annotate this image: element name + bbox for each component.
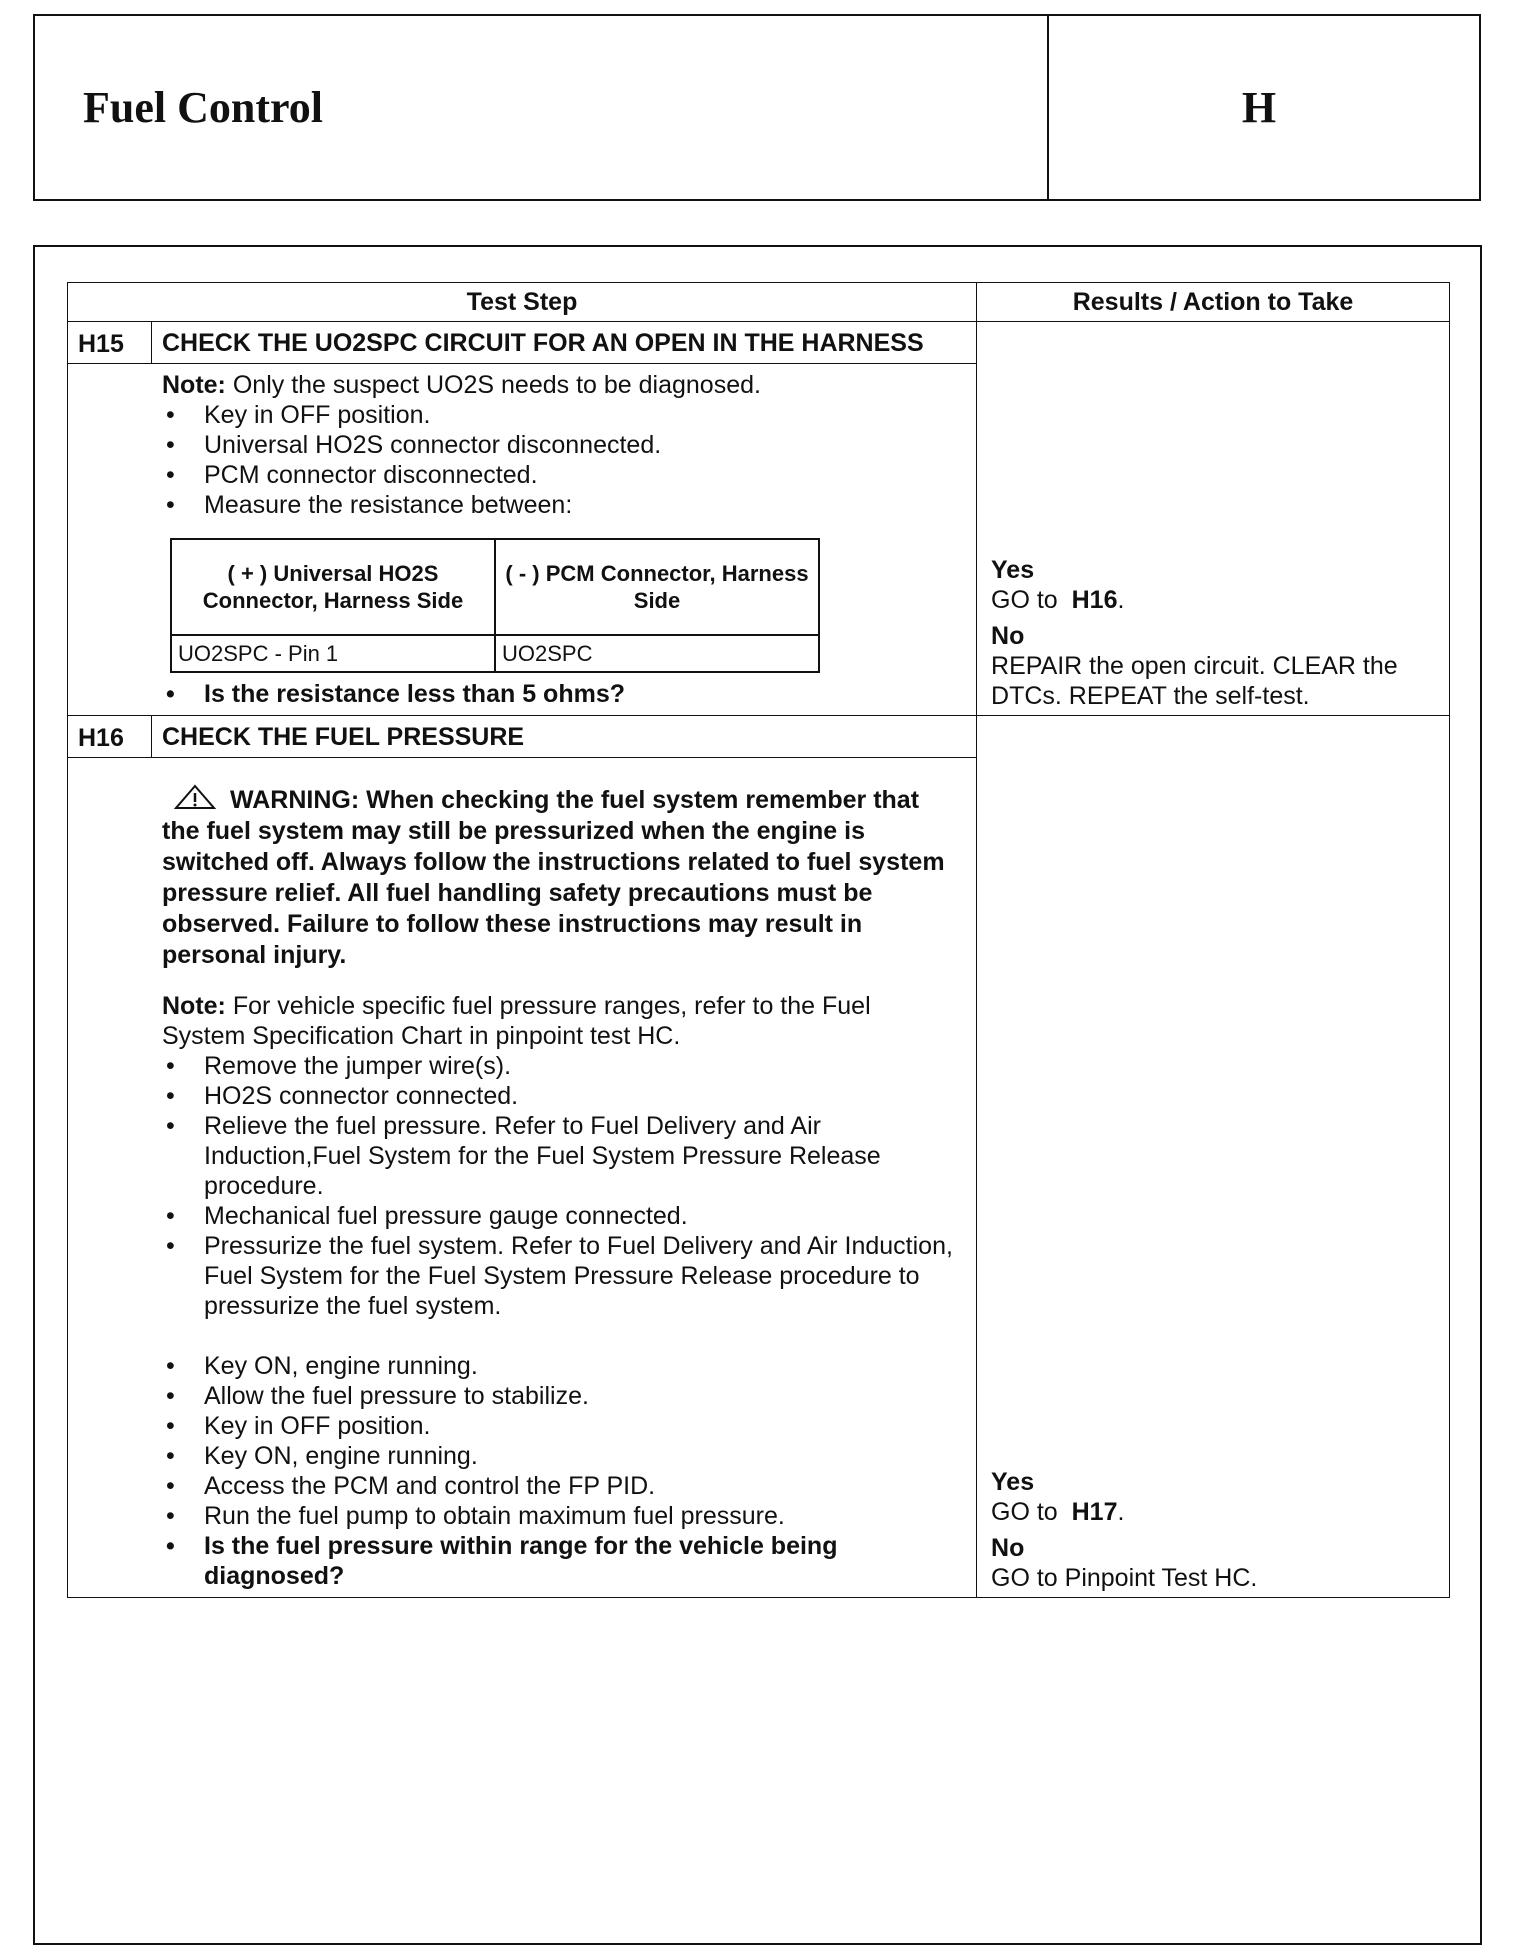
list-item: • Measure the resistance between: xyxy=(162,490,958,520)
step-id-h15: H15 xyxy=(68,322,152,364)
measure-col1-value: UO2SPC - Pin 1 xyxy=(171,635,495,672)
no-label-h16: No xyxy=(991,1534,1025,1562)
warning-block xyxy=(162,784,958,971)
page-title: Fuel Control xyxy=(83,83,323,132)
column-header-results: Results / Action to Take xyxy=(977,283,1450,322)
note-h15 xyxy=(162,370,958,400)
list-item: • Pressurize the fuel system. Refer to Fuel Delivery and Air Induction, Fuel System for the Fuel System Pressure Release procedure to pressurize the fuel system. xyxy=(162,1231,958,1321)
results-h16: Yes GO to H17. No GO to Pinpoint Test HC. xyxy=(991,1467,1439,1593)
note-h16 xyxy=(162,991,958,1051)
results-cell-h15 xyxy=(977,322,1450,716)
list-item: • Allow the fuel pressure to stabilize. xyxy=(162,1381,958,1411)
warning-triangle-icon xyxy=(174,784,216,810)
question-h15: • Is the resistance less than 5 ohms? xyxy=(162,679,958,709)
list-item: • Universal HO2S connector disconnected. xyxy=(162,430,958,460)
list-item: • Key ON, engine running. xyxy=(162,1351,958,1381)
results-cell-h16 xyxy=(977,716,1450,1598)
list-item: • Remove the jumper wire(s). xyxy=(162,1051,958,1081)
yes-target-h15: H16 xyxy=(1071,586,1118,614)
list-item: • Run the fuel pump to obtain maximum fuel pressure. xyxy=(162,1501,958,1531)
no-action-h16: GO to Pinpoint Test HC. xyxy=(991,1564,1258,1592)
bullet-list-h16-a xyxy=(162,1051,958,1321)
bullet-list-h16-b xyxy=(162,1351,958,1591)
header-title-cell xyxy=(35,16,1049,199)
list-item: • Mechanical fuel pressure gauge connected. xyxy=(162,1201,958,1231)
table-header-row xyxy=(68,283,1450,322)
step-title-h15: CHECK THE UO2SPC CIRCUIT FOR AN OPEN IN THE HARNESS xyxy=(152,322,977,364)
yes-action-h15: GO to xyxy=(991,586,1058,614)
measure-col2-value: UO2SPC xyxy=(495,635,819,672)
yes-label-h16: Yes xyxy=(991,1468,1035,1496)
note-label-h15: Note: xyxy=(162,371,226,399)
list-item: • PCM connector disconnected. xyxy=(162,460,958,490)
list-item: • Key ON, engine running. xyxy=(162,1441,958,1471)
question-h16: • Is the fuel pressure within range for the vehicle being diagnosed? xyxy=(162,1531,958,1591)
step-title-row-h15 xyxy=(68,322,1450,364)
step-body-h16 xyxy=(68,758,977,1598)
list-item: • HO2S connector connected. xyxy=(162,1081,958,1111)
no-action-h15: REPAIR the open circuit. CLEAR the DTCs. REPEAT the self-test. xyxy=(991,652,1398,710)
warning-text: WARNING: When checking the fuel system remember that the fuel system may still be pressurized when the engine is switched off. Always follow the instructions related to fuel system pressure relief. All fuel handling safety precautions must be observed. Failure to follow these instructions may result in personal injury. xyxy=(162,786,945,969)
measure-col1-header: ( + ) Universal HO2S Connector, Harness Side xyxy=(171,539,495,635)
step-body-h15 xyxy=(68,364,977,716)
note-text-h15: Only the suspect UO2S needs to be diagnosed. xyxy=(232,371,761,399)
column-header-test-step: Test Step xyxy=(68,283,977,322)
note-text-h16: For vehicle specific fuel pressure ranges, refer to the Fuel System Specification Chart in pinpoint test HC. xyxy=(162,992,871,1050)
measure-value-row xyxy=(171,635,819,672)
resistance-measure-table xyxy=(170,538,820,673)
header-section-cell xyxy=(1049,16,1479,199)
step-id-h16: H16 xyxy=(68,716,152,758)
measure-col2-header: ( - ) PCM Connector, Harness Side xyxy=(495,539,819,635)
section-code: H xyxy=(1241,83,1277,132)
no-label-h15: No xyxy=(991,622,1025,650)
list-item: • Key in OFF position. xyxy=(162,1411,958,1441)
list-item: • Key in OFF position. xyxy=(162,400,958,430)
page-header xyxy=(33,14,1481,201)
question-list-h15 xyxy=(162,679,958,709)
bullet-list-h15 xyxy=(162,400,958,520)
step-title-row-h16 xyxy=(68,716,1450,758)
list-item: • Access the PCM and control the FP PID. xyxy=(162,1471,958,1501)
yes-target-h16: H17 xyxy=(1071,1498,1118,1526)
list-item: • Relieve the fuel pressure. Refer to Fuel Delivery and Air Induction,Fuel System for the Fuel System Pressure Release procedure. xyxy=(162,1111,958,1201)
yes-action-h16: GO to xyxy=(991,1498,1058,1526)
results-h15: Yes GO to H16. No REPAIR the open circuit. CLEAR the DTCs. REPEAT the self-test. xyxy=(991,555,1439,711)
test-step-table xyxy=(67,282,1450,1598)
yes-label-h15: Yes xyxy=(991,556,1035,584)
measure-header-row xyxy=(171,539,819,635)
step-title-h16: CHECK THE FUEL PRESSURE xyxy=(152,716,977,758)
note-label-h16: Note: xyxy=(162,992,226,1020)
